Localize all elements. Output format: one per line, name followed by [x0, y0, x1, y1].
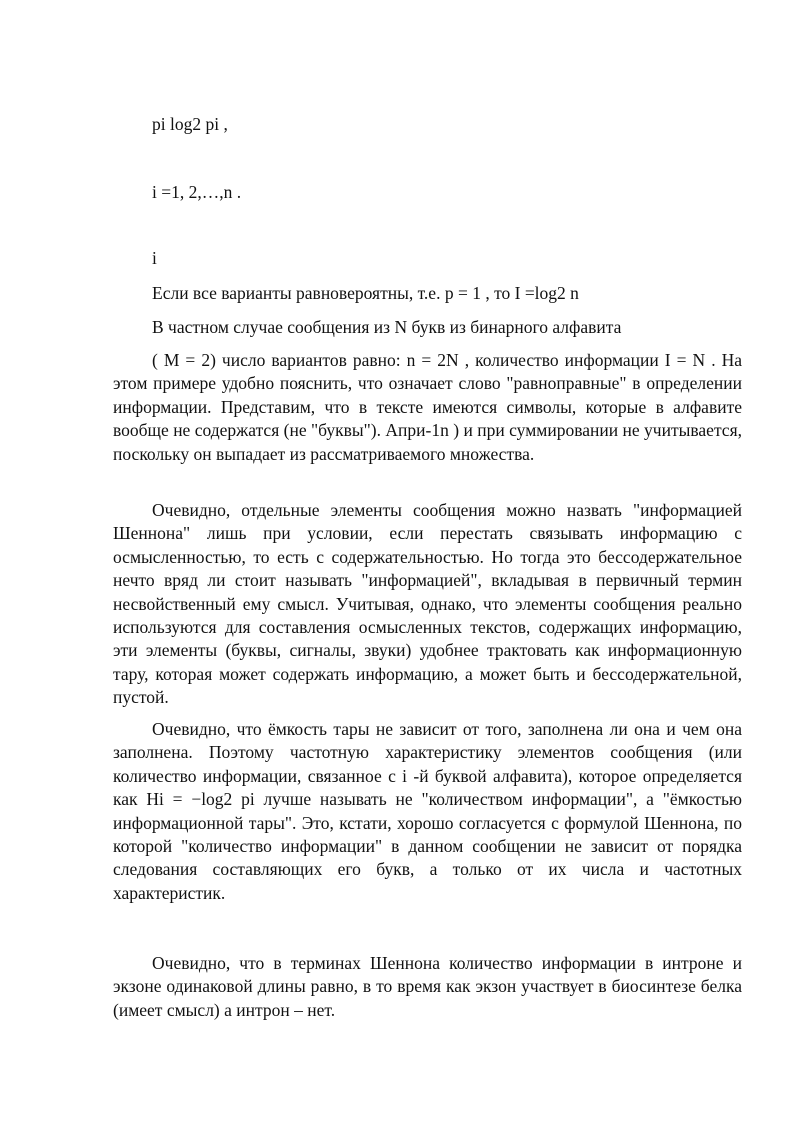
paragraph: Очевидно, что ёмкость тары не зависит от того, заполнена ли она и чем она заполнена. Поэтому частотную характеристику элементов сообщения (или количество информации, связанное с i -й буквой алфавита), которое определяется как Hi = −log2 pi лучше называть не "количеством информации", а "ёмкостью информационной тары". Это, кстати, хорошо согласуется с формулой Шеннона, по которой "количество информации" в данном сообщении не зависит от порядка следования составляющих его букв, а только от их числа и частотных характеристик. — [113, 719, 742, 903]
index-i-line: i — [152, 248, 157, 268]
equiprobable-line: Если все варианты равновероятны, т.е. p = 1 , то I =log2 n — [152, 283, 579, 303]
paragraph: Очевидно, что в терминах Шеннона количество информации в интроне и экзоне одинаковой длины равно, в то время как экзон участвует в биосинтезе белка (имеет смысл) а интрон – нет. — [113, 953, 742, 1020]
paragraph: Очевидно, отдельные элементы сообщения можно назвать "информацией Шеннона" лишь при условии, если перестать связывать информацию с осмысленностью, то есть с содержательностью. Но тогда это бессодержательное нечто вряд ли стоит называть "информацией", вкладывая в первичный термин несвойственный ему смысл. Учитывая, однако, что элементы сообщения реально используются для составления осмысленных текстов, содержащих информацию, эти элементы (буквы, сигналы, звуки) удобнее трактовать как информационную тару, которая может содержать информацию, а может быть и бессодержательной, пустой. — [113, 500, 742, 708]
binary-case-line: В частном случае сообщения из N букв из бинарного алфавита — [152, 317, 622, 337]
paragraph: ( M = 2) число вариантов равно: n = 2N , количество информации I = N . На этом примере удобно пояснить, что означает слово "равноправные" в определении информации. Представим, что в тексте имеются символы, которые в алфавите вообще не содержатся (не "буквы"). Апри-1n ) и при суммировании не учитывается, поскольку он выпадает из рассматриваемого множества. — [113, 350, 742, 464]
index-range-line: i =1, 2,…,n . — [152, 182, 242, 202]
formula-sum-line: pi log2 pi , — [152, 114, 228, 134]
